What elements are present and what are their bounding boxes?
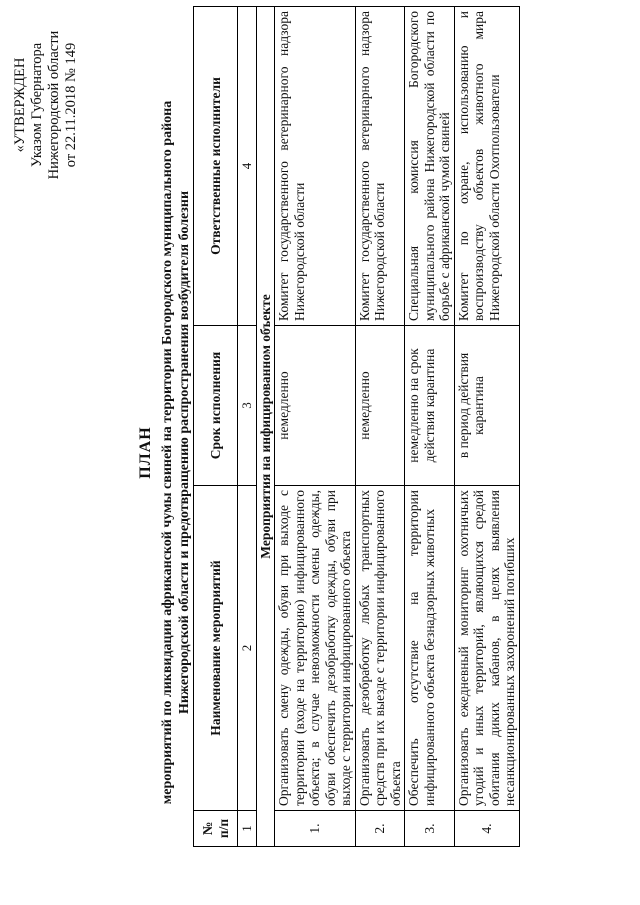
section-title: Мероприятия на инфицированном объекте bbox=[256, 7, 275, 847]
title-line: Нижегородской области и предотвращению распространения возбудителя болезни bbox=[176, 190, 192, 715]
approval-line: «УТВЕРЖДЕН bbox=[12, 57, 28, 153]
row-name: Обеспечить отсутствие на территории инфицированного объекта безнадзорных животных bbox=[405, 486, 455, 811]
header-executors: Ответственные исполнители bbox=[194, 7, 238, 326]
column-index-row bbox=[238, 7, 257, 847]
header-num: № п/п bbox=[194, 811, 238, 847]
section-row bbox=[256, 7, 275, 847]
column-index: 4 bbox=[238, 7, 257, 326]
plan-table bbox=[193, 6, 520, 847]
column-index: 1 bbox=[238, 811, 257, 847]
row-executors: Комитет государственного ветеринарного надзора Нижегородской области bbox=[355, 7, 405, 326]
table-row bbox=[275, 7, 356, 847]
row-name: Организовать смену одежды, обуви при выходе с территории (входе на территорию) инфицированного объекта; в случае невозможности смены одежды, обуви обеспечить дезобработку одежды, обуви при выходе с территории инфицированного объекта bbox=[275, 486, 356, 811]
document-title bbox=[137, 10, 193, 895]
row-num: 1. bbox=[275, 811, 356, 847]
row-term: немедленно на срок действия карантина bbox=[405, 326, 455, 486]
header-name: Наименование мероприятий bbox=[194, 486, 238, 811]
header-term: Срок исполнения bbox=[194, 326, 238, 486]
table-row bbox=[355, 7, 405, 847]
table-row bbox=[405, 7, 455, 847]
row-executors: Специальная комиссия Богородского муниципального района Нижегородской области по борьбе с африканской чумой свиней bbox=[405, 7, 455, 326]
row-num: 3. bbox=[405, 811, 455, 847]
row-num: 4. bbox=[454, 811, 519, 847]
approval-line: от 22.11.2018 № 149 bbox=[63, 42, 79, 168]
row-executors: Комитет по охране, использованию и воспроизводству объектов животного мира Нижегородской области Охотпользователи bbox=[454, 7, 519, 326]
approval-stamp bbox=[12, 10, 80, 200]
row-name: Организовать дезобработку любых транспортных средств при их выезде с территории инфицированного объекта bbox=[355, 486, 405, 811]
title-main: ПЛАН bbox=[137, 426, 154, 479]
row-executors: Комитет государственного ветеринарного надзора Нижегородской области bbox=[275, 7, 356, 326]
table-header-row bbox=[194, 7, 238, 847]
table-row bbox=[454, 7, 519, 847]
row-num: 2. bbox=[355, 811, 405, 847]
column-index: 3 bbox=[238, 326, 257, 486]
row-name: Организовать ежедневный мониторинг охотничьих угодий и иных территорий, являющихся средой обитания диких кабанов, в целях выявления несанкционированных захоронений погибших bbox=[454, 486, 519, 811]
row-term: немедленно bbox=[355, 326, 405, 486]
row-term: в период действия карантина bbox=[454, 326, 519, 486]
title-line: мероприятий по ликвидации африканской чумы свиней на территории Богородского муниципального района bbox=[160, 100, 175, 805]
column-index: 2 bbox=[238, 486, 257, 811]
approval-line: Указом Губернатора bbox=[29, 42, 45, 168]
approval-line: Нижегородской области bbox=[46, 30, 62, 180]
row-term: немедленно bbox=[275, 326, 356, 486]
